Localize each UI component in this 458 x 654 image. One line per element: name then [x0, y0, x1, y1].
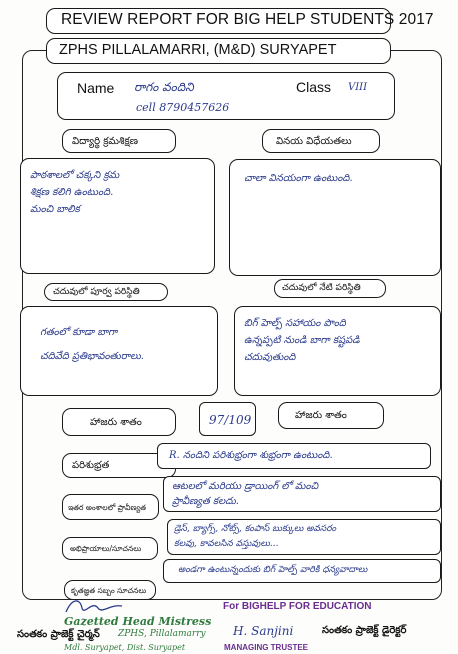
now-content-box: [234, 306, 441, 396]
manners-text: చాలా వినయంగా ఉంటుంది.: [244, 173, 353, 184]
class-value: VIII: [348, 82, 368, 93]
left-stamp-line-1: Gazetted Head Mistress: [64, 615, 212, 628]
attendance-value: 97/109: [209, 413, 252, 427]
attendance-value-box: [199, 402, 256, 436]
right-stamp-line-2: MANAGING TRUSTEE: [224, 643, 308, 652]
report-title: REVIEW REPORT FOR BIG HELP STUDENTS 2017: [61, 11, 434, 28]
discipline-content-box: [20, 158, 215, 274]
extra-label-box: [62, 494, 159, 520]
title-box: [46, 8, 434, 34]
gratitude-label: కృతజ్ఞత సబ్బం సూచనలు: [71, 586, 147, 595]
left-stamp-line-2: ZPHS, Pillalamarry: [118, 629, 206, 639]
class-label: Class: [296, 79, 332, 95]
opinion-label: అభిప్రాయాలు/సూచనలు: [70, 544, 142, 553]
extra-content-box: [163, 476, 441, 512]
attendance-label: హాజరు శాతం: [90, 417, 142, 428]
cleanliness-text: R. నందిని పరిశుభ్రంగా శుభ్రంగా ఉంటుంది.: [169, 450, 333, 461]
name-label: Name: [77, 80, 115, 96]
discipline-label: విద్యార్థి క్రమశిక్షణ: [72, 136, 138, 147]
opinion-content-box: [167, 519, 441, 555]
before-content-box: [20, 306, 218, 396]
opinion-label-box: [62, 537, 158, 560]
before-label-box: [44, 283, 168, 301]
cell-value: cell 8790457626: [136, 101, 230, 114]
school-box: [46, 38, 391, 64]
before-label: చదువులో పూర్వ పరిస్థితి: [53, 287, 140, 297]
before-text: గతంలో కూడా బాగా చదివేది ప్రతిభావంతురాలు.: [40, 327, 144, 362]
manners-label-box: [262, 129, 380, 153]
right-signature: H. Sanjini: [233, 624, 294, 638]
gratitude-content-box: [163, 559, 441, 583]
opinion-text: డ్రెస్, బ్యాగ్స్, నోట్స్, కంపాస్ బుక్కులు అవసరం కలవు, కావలసిన వస్తువులు...: [174, 524, 337, 549]
name-value: రాగం వందిని: [134, 80, 194, 94]
extra-text: ఆటలలో మరియు డ్రాయింగ్ లో మంచి ప్రావీణ్యత కలదు.: [172, 481, 319, 507]
cleanliness-label: పరిశుభ్రత: [72, 460, 110, 471]
school-name: ZPHS PILLALAMARRI, (M&D) SURYAPET: [59, 42, 337, 58]
manners-content-box: [229, 159, 441, 276]
manners-label: వినయ విధేయతలు: [276, 136, 352, 147]
discipline-text: పాఠశాలలో చక్కని క్రమ శిక్షణ కలిగి ఉంటుంది. మంచి బాలిక: [30, 170, 120, 215]
left-stamp-line-3: Mdl. Suryapet, Dist. Suryapet: [64, 643, 186, 652]
right-stamp-line-1: For BIGHELP FOR EDUCATION: [223, 601, 372, 612]
now-text: బిగ్ హెల్ప్ సహాయం పొంది ఉన్నప్పటి నుండి బాగా కష్టపడి చదువుతుంది: [244, 318, 360, 363]
attendance-label-box: [62, 408, 176, 436]
attendance-label-2: హాజరు శాతం: [295, 410, 347, 421]
cleanliness-content-box: [157, 443, 431, 469]
extra-label: ఇతర అంశాలలో ప్రావీణ్యత: [68, 503, 146, 512]
now-label-box: [274, 279, 386, 298]
discipline-label-box: [62, 129, 176, 153]
left-caption: సంతకం ప్రాజెక్ట్ చైర్మన్: [17, 629, 100, 640]
attendance-label2-box: [278, 402, 384, 429]
gratitude-text: అండగా ఉంటున్నందుకు బిగ్ హెల్ప్ వారికి ధన్యవాదాలు: [178, 565, 368, 575]
now-label: చదువులో నేటి పరిస్థితి: [282, 283, 361, 293]
student-info-box: [57, 72, 395, 120]
right-caption: సంతకం ప్రాజెక్ట్ డైరెక్టర్: [322, 625, 407, 636]
